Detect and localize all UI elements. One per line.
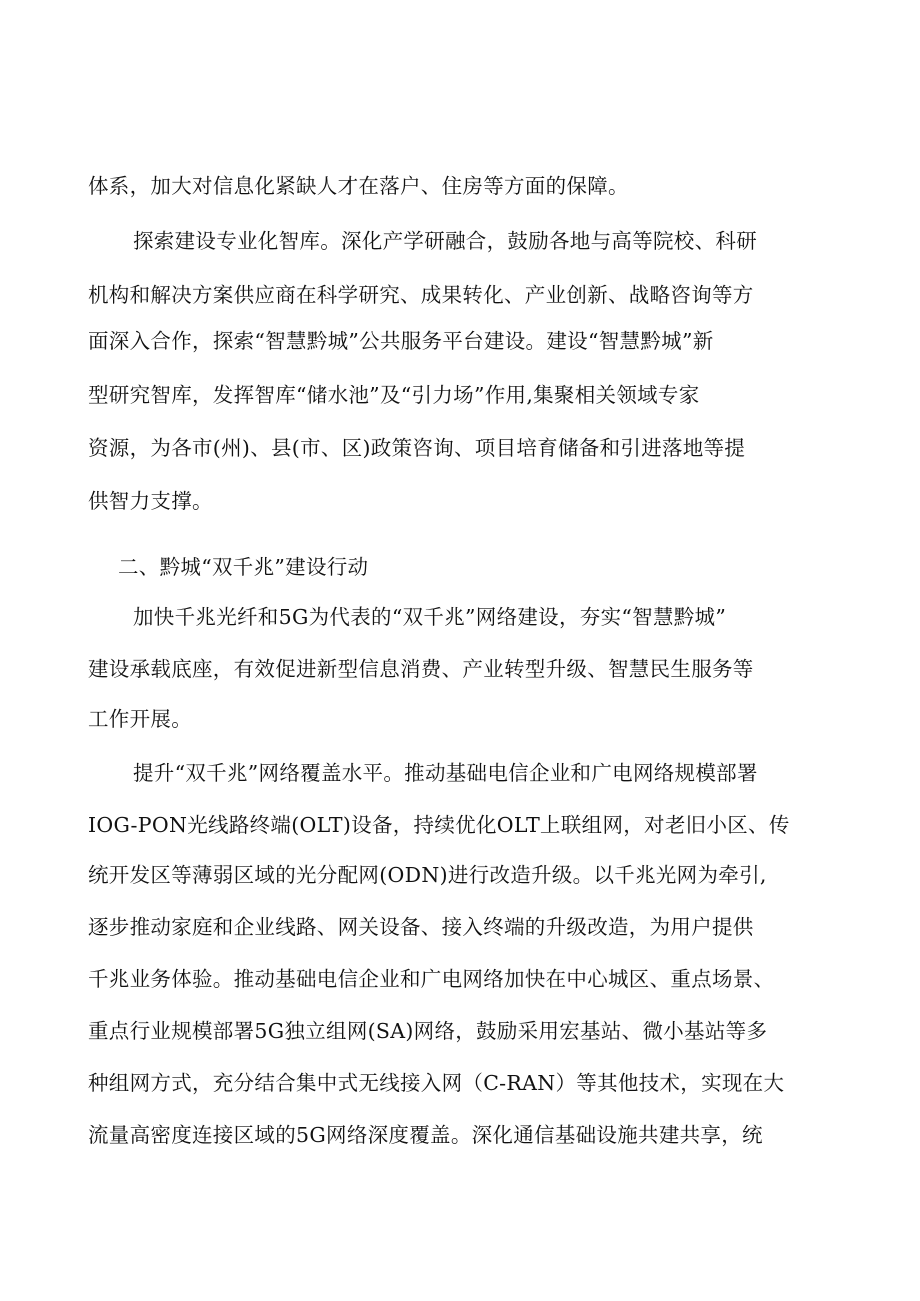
text-line: 体系，加大对信息化紧缺人才在落户、住房等方面的保障。: [88, 174, 629, 198]
text-line: 型研究智库，发挥智库“储水池”及“引力场”作用,集聚相关领域专家: [88, 383, 700, 407]
text-line: 资源，为各市(州)、县(市、区)政策咨询、项目培育储备和引进落地等提: [88, 436, 746, 460]
text-line: 重点行业规模部署5G独立组网(SA)网络，鼓励采用宏基站、微小基站等多: [88, 1019, 768, 1043]
text-line: 面深入合作，探索“智慧黔城”公共服务平台建设。建设“智慧黔城”新: [88, 329, 714, 353]
text-line: 统开发区等薄弱区域的光分配网(ODN)进行改造升级。以千兆光网为牵引,: [88, 863, 767, 887]
section-heading: 二、黔城“双千兆”建设行动: [118, 555, 369, 579]
text-line: 供智力支撑。: [88, 489, 213, 513]
text-line: 逐步推动家庭和企业线路、网关设备、接入终端的升级改造，为用户提供: [88, 915, 754, 939]
text-line: 探索建设专业化智库。深化产学研融合，鼓励各地与高等院校、科研: [133, 229, 757, 253]
text-line: 工作开展。: [88, 707, 192, 731]
text-line: 提升“双千兆”网络覆盖水平。推动基础电信企业和广电网络规模部署: [133, 761, 758, 785]
text-line: 机构和解决方案供应商在科学研究、成果转化、产业创新、战略咨询等方: [88, 283, 754, 307]
text-line: 流量高密度连接区域的5G网络深度覆盖。深化通信基础设施共建共享，统: [88, 1123, 763, 1147]
text-line: 建设承载底座，有效促进新型信息消费、产业转型升级、智慧民生服务等: [88, 657, 754, 681]
text-line: IOG-PON光线路终端(OLT)设备，持续优化OLT上联组网，对老旧小区、传: [88, 813, 790, 837]
text-line: 加快千兆光纤和5G为代表的“双千兆”网络建设，夯实“智慧黔城”: [133, 605, 727, 629]
text-line: 种组网方式，充分结合集中式无线接入网（C-RAN）等其他技术，实现在大: [88, 1071, 785, 1095]
text-line: 千兆业务体验。推动基础电信企业和广电网络加快在中心城区、重点场景、: [88, 967, 775, 991]
